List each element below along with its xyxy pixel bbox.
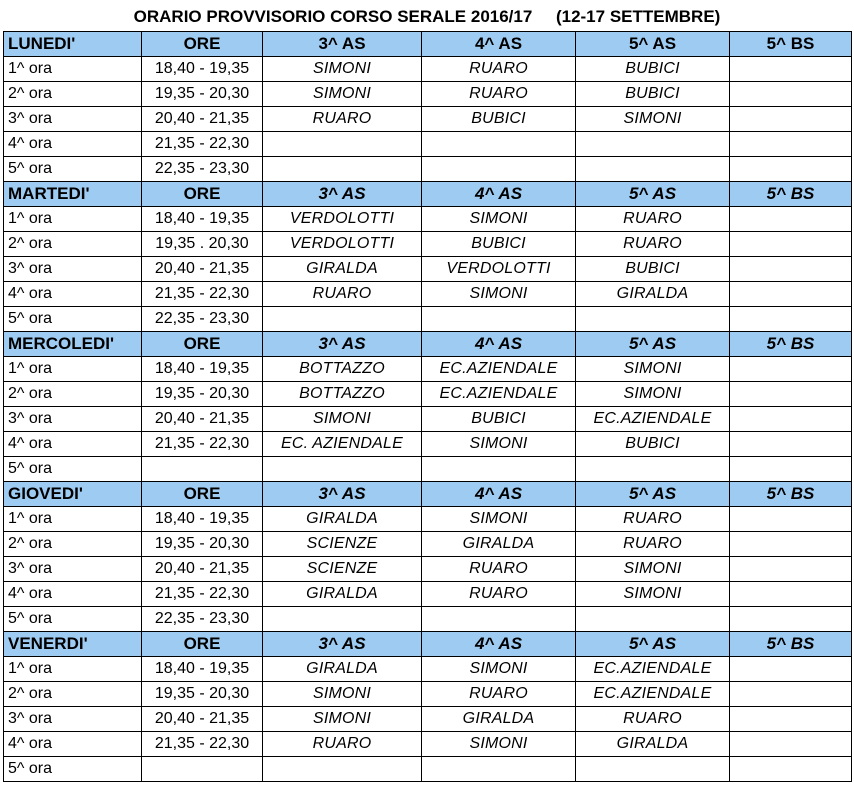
class-3as-cell: RUARO	[263, 732, 422, 757]
class-5as-cell	[576, 757, 730, 782]
class-3as-cell: RUARO	[263, 107, 422, 132]
class-3as-cell: VERDOLOTTI	[263, 232, 422, 257]
table-row	[4, 207, 852, 232]
table-row	[4, 157, 852, 182]
period-label: 5^ ora	[4, 607, 142, 632]
class-5as-cell: BUBICI	[576, 257, 730, 282]
class-3as-cell: GIRALDA	[263, 657, 422, 682]
schedule-table	[3, 31, 852, 782]
class-column-header: 4^ AS	[422, 632, 576, 657]
class-3as-cell: SIMONI	[263, 407, 422, 432]
class-5as-cell: SIMONI	[576, 107, 730, 132]
day-header-row	[4, 332, 852, 357]
class-column-header: 4^ AS	[422, 332, 576, 357]
class-4as-cell: SIMONI	[422, 282, 576, 307]
time-column-header: ORE	[142, 32, 263, 57]
class-5as-cell: RUARO	[576, 532, 730, 557]
period-label: 3^ ora	[4, 107, 142, 132]
class-5bs-cell	[730, 57, 852, 82]
time-cell: 20,40 - 21,35	[142, 707, 263, 732]
class-5as-cell: EC.AZIENDALE	[576, 407, 730, 432]
class-5bs-cell	[730, 382, 852, 407]
class-5bs-cell	[730, 107, 852, 132]
table-row	[4, 132, 852, 157]
class-5as-cell	[576, 607, 730, 632]
class-5as-cell: RUARO	[576, 507, 730, 532]
class-5as-cell	[576, 132, 730, 157]
period-label: 3^ ora	[4, 557, 142, 582]
class-5as-cell: BUBICI	[576, 432, 730, 457]
class-3as-cell: BOTTAZZO	[263, 382, 422, 407]
class-4as-cell: EC.AZIENDALE	[422, 357, 576, 382]
page-title	[0, 4, 854, 30]
class-5bs-cell	[730, 207, 852, 232]
table-row	[4, 507, 852, 532]
day-header-row	[4, 632, 852, 657]
class-4as-cell: SIMONI	[422, 432, 576, 457]
day-label: LUNEDI'	[4, 32, 142, 57]
class-3as-cell: GIRALDA	[263, 582, 422, 607]
day-label: MARTEDI'	[4, 182, 142, 207]
class-3as-cell: SIMONI	[263, 682, 422, 707]
class-3as-cell: EC. AZIENDALE	[263, 432, 422, 457]
class-5as-cell: BUBICI	[576, 57, 730, 82]
class-4as-cell: SIMONI	[422, 657, 576, 682]
period-label: 4^ ora	[4, 582, 142, 607]
day-header-row	[4, 32, 852, 57]
class-4as-cell: SIMONI	[422, 507, 576, 532]
class-3as-cell	[263, 307, 422, 332]
class-3as-cell: SIMONI	[263, 82, 422, 107]
time-cell: 21,35 - 22,30	[142, 582, 263, 607]
class-5as-cell	[576, 457, 730, 482]
time-cell: 21,35 - 22,30	[142, 282, 263, 307]
class-column-header: 4^ AS	[422, 32, 576, 57]
class-5bs-cell	[730, 257, 852, 282]
class-3as-cell	[263, 157, 422, 182]
time-cell: 22,35 - 23,30	[142, 607, 263, 632]
class-5as-cell: SIMONI	[576, 382, 730, 407]
class-5bs-cell	[730, 607, 852, 632]
class-4as-cell: SIMONI	[422, 732, 576, 757]
day-header-row	[4, 182, 852, 207]
class-5bs-cell	[730, 407, 852, 432]
class-5bs-cell	[730, 307, 852, 332]
class-4as-cell: BUBICI	[422, 232, 576, 257]
class-4as-cell: RUARO	[422, 682, 576, 707]
time-cell: 22,35 - 23,30	[142, 307, 263, 332]
class-3as-cell: GIRALDA	[263, 507, 422, 532]
class-column-header: 5^ BS	[730, 32, 852, 57]
class-5as-cell: SIMONI	[576, 357, 730, 382]
class-3as-cell: SIMONI	[263, 707, 422, 732]
class-5bs-cell	[730, 582, 852, 607]
class-column-header: 3^ AS	[263, 332, 422, 357]
time-cell	[142, 757, 263, 782]
class-column-header: 3^ AS	[263, 32, 422, 57]
time-cell: 20,40 - 21,35	[142, 557, 263, 582]
class-3as-cell: SIMONI	[263, 57, 422, 82]
period-label: 1^ ora	[4, 657, 142, 682]
class-5bs-cell	[730, 557, 852, 582]
time-column-header: ORE	[142, 332, 263, 357]
class-5as-cell: GIRALDA	[576, 282, 730, 307]
class-3as-cell	[263, 607, 422, 632]
class-3as-cell: SCIENZE	[263, 532, 422, 557]
class-5bs-cell	[730, 357, 852, 382]
class-5bs-cell	[730, 132, 852, 157]
class-3as-cell	[263, 457, 422, 482]
class-5bs-cell	[730, 707, 852, 732]
table-row	[4, 282, 852, 307]
period-label: 2^ ora	[4, 232, 142, 257]
period-label: 3^ ora	[4, 407, 142, 432]
class-column-header: 5^ BS	[730, 332, 852, 357]
period-label: 4^ ora	[4, 732, 142, 757]
class-4as-cell: GIRALDA	[422, 707, 576, 732]
class-column-header: 5^ AS	[576, 332, 730, 357]
class-5bs-cell	[730, 532, 852, 557]
period-label: 1^ ora	[4, 207, 142, 232]
class-3as-cell	[263, 757, 422, 782]
class-4as-cell: EC.AZIENDALE	[422, 382, 576, 407]
period-label: 3^ ora	[4, 257, 142, 282]
class-5bs-cell	[730, 507, 852, 532]
time-column-header: ORE	[142, 632, 263, 657]
title-main: ORARIO PROVVISORIO CORSO SERALE 2016/17	[133, 7, 533, 26]
class-column-header: 5^ AS	[576, 632, 730, 657]
class-3as-cell: VERDOLOTTI	[263, 207, 422, 232]
time-cell: 21,35 - 22,30	[142, 132, 263, 157]
class-5bs-cell	[730, 157, 852, 182]
class-column-header: 3^ AS	[263, 632, 422, 657]
class-column-header: 3^ AS	[263, 182, 422, 207]
time-cell: 22,35 - 23,30	[142, 157, 263, 182]
time-cell: 21,35 - 22,30	[142, 732, 263, 757]
table-row	[4, 357, 852, 382]
table-row	[4, 582, 852, 607]
time-cell: 19,35 - 20,30	[142, 82, 263, 107]
class-3as-cell: RUARO	[263, 282, 422, 307]
time-cell: 19,35 - 20,30	[142, 382, 263, 407]
period-label: 5^ ora	[4, 307, 142, 332]
class-5as-cell: GIRALDA	[576, 732, 730, 757]
time-cell: 18,40 - 19,35	[142, 657, 263, 682]
class-5as-cell: EC.AZIENDALE	[576, 682, 730, 707]
period-label: 1^ ora	[4, 507, 142, 532]
class-4as-cell: RUARO	[422, 557, 576, 582]
class-4as-cell	[422, 132, 576, 157]
day-header-row	[4, 482, 852, 507]
period-label: 5^ ora	[4, 457, 142, 482]
class-3as-cell: GIRALDA	[263, 257, 422, 282]
class-5bs-cell	[730, 732, 852, 757]
class-column-header: 5^ BS	[730, 482, 852, 507]
table-row	[4, 457, 852, 482]
table-row	[4, 57, 852, 82]
class-4as-cell	[422, 607, 576, 632]
title-dates: (12-17 SETTEMBRE)	[555, 7, 721, 26]
table-row	[4, 757, 852, 782]
class-3as-cell: SCIENZE	[263, 557, 422, 582]
time-column-header: ORE	[142, 482, 263, 507]
class-column-header: 4^ AS	[422, 482, 576, 507]
class-4as-cell	[422, 157, 576, 182]
class-5bs-cell	[730, 457, 852, 482]
table-row	[4, 407, 852, 432]
period-label: 3^ ora	[4, 707, 142, 732]
class-4as-cell	[422, 307, 576, 332]
time-cell: 19,35 . 20,30	[142, 232, 263, 257]
table-row	[4, 557, 852, 582]
time-cell: 20,40 - 21,35	[142, 107, 263, 132]
class-5as-cell: RUARO	[576, 232, 730, 257]
time-cell	[142, 457, 263, 482]
class-4as-cell: SIMONI	[422, 207, 576, 232]
class-5bs-cell	[730, 682, 852, 707]
table-row	[4, 307, 852, 332]
day-label: GIOVEDI'	[4, 482, 142, 507]
class-column-header: 5^ AS	[576, 182, 730, 207]
time-cell: 18,40 - 19,35	[142, 207, 263, 232]
table-row	[4, 232, 852, 257]
class-5bs-cell	[730, 757, 852, 782]
table-row	[4, 432, 852, 457]
time-cell: 18,40 - 19,35	[142, 57, 263, 82]
class-5bs-cell	[730, 432, 852, 457]
table-row	[4, 707, 852, 732]
table-row	[4, 657, 852, 682]
class-5as-cell: EC.AZIENDALE	[576, 657, 730, 682]
day-label: MERCOLEDI'	[4, 332, 142, 357]
class-4as-cell: BUBICI	[422, 407, 576, 432]
period-label: 4^ ora	[4, 282, 142, 307]
period-label: 4^ ora	[4, 132, 142, 157]
class-5as-cell: RUARO	[576, 207, 730, 232]
class-column-header: 5^ BS	[730, 632, 852, 657]
table-row	[4, 682, 852, 707]
class-4as-cell: RUARO	[422, 582, 576, 607]
class-column-header: 4^ AS	[422, 182, 576, 207]
class-5as-cell: BUBICI	[576, 82, 730, 107]
period-label: 2^ ora	[4, 382, 142, 407]
table-row	[4, 732, 852, 757]
class-3as-cell	[263, 132, 422, 157]
table-row	[4, 107, 852, 132]
period-label: 4^ ora	[4, 432, 142, 457]
class-column-header: 5^ AS	[576, 32, 730, 57]
time-column-header: ORE	[142, 182, 263, 207]
period-label: 5^ ora	[4, 757, 142, 782]
table-row	[4, 607, 852, 632]
period-label: 5^ ora	[4, 157, 142, 182]
table-row	[4, 532, 852, 557]
class-5bs-cell	[730, 232, 852, 257]
class-5bs-cell	[730, 82, 852, 107]
class-3as-cell: BOTTAZZO	[263, 357, 422, 382]
time-cell: 20,40 - 21,35	[142, 257, 263, 282]
table-row	[4, 82, 852, 107]
class-4as-cell: VERDOLOTTI	[422, 257, 576, 282]
time-cell: 18,40 - 19,35	[142, 357, 263, 382]
class-5as-cell: RUARO	[576, 707, 730, 732]
period-label: 1^ ora	[4, 357, 142, 382]
class-5as-cell: SIMONI	[576, 557, 730, 582]
period-label: 2^ ora	[4, 682, 142, 707]
table-row	[4, 382, 852, 407]
class-5as-cell	[576, 157, 730, 182]
class-5as-cell: SIMONI	[576, 582, 730, 607]
class-5bs-cell	[730, 657, 852, 682]
class-5bs-cell	[730, 282, 852, 307]
class-column-header: 3^ AS	[263, 482, 422, 507]
time-cell: 19,35 - 20,30	[142, 532, 263, 557]
class-4as-cell	[422, 757, 576, 782]
period-label: 1^ ora	[4, 57, 142, 82]
class-4as-cell: GIRALDA	[422, 532, 576, 557]
class-column-header: 5^ BS	[730, 182, 852, 207]
table-row	[4, 257, 852, 282]
class-4as-cell: RUARO	[422, 57, 576, 82]
class-4as-cell: BUBICI	[422, 107, 576, 132]
class-5as-cell	[576, 307, 730, 332]
time-cell: 18,40 - 19,35	[142, 507, 263, 532]
time-cell: 20,40 - 21,35	[142, 407, 263, 432]
class-column-header: 5^ AS	[576, 482, 730, 507]
period-label: 2^ ora	[4, 82, 142, 107]
class-4as-cell	[422, 457, 576, 482]
day-label: VENERDI'	[4, 632, 142, 657]
time-cell: 19,35 - 20,30	[142, 682, 263, 707]
class-4as-cell: RUARO	[422, 82, 576, 107]
time-cell: 21,35 - 22,30	[142, 432, 263, 457]
period-label: 2^ ora	[4, 532, 142, 557]
